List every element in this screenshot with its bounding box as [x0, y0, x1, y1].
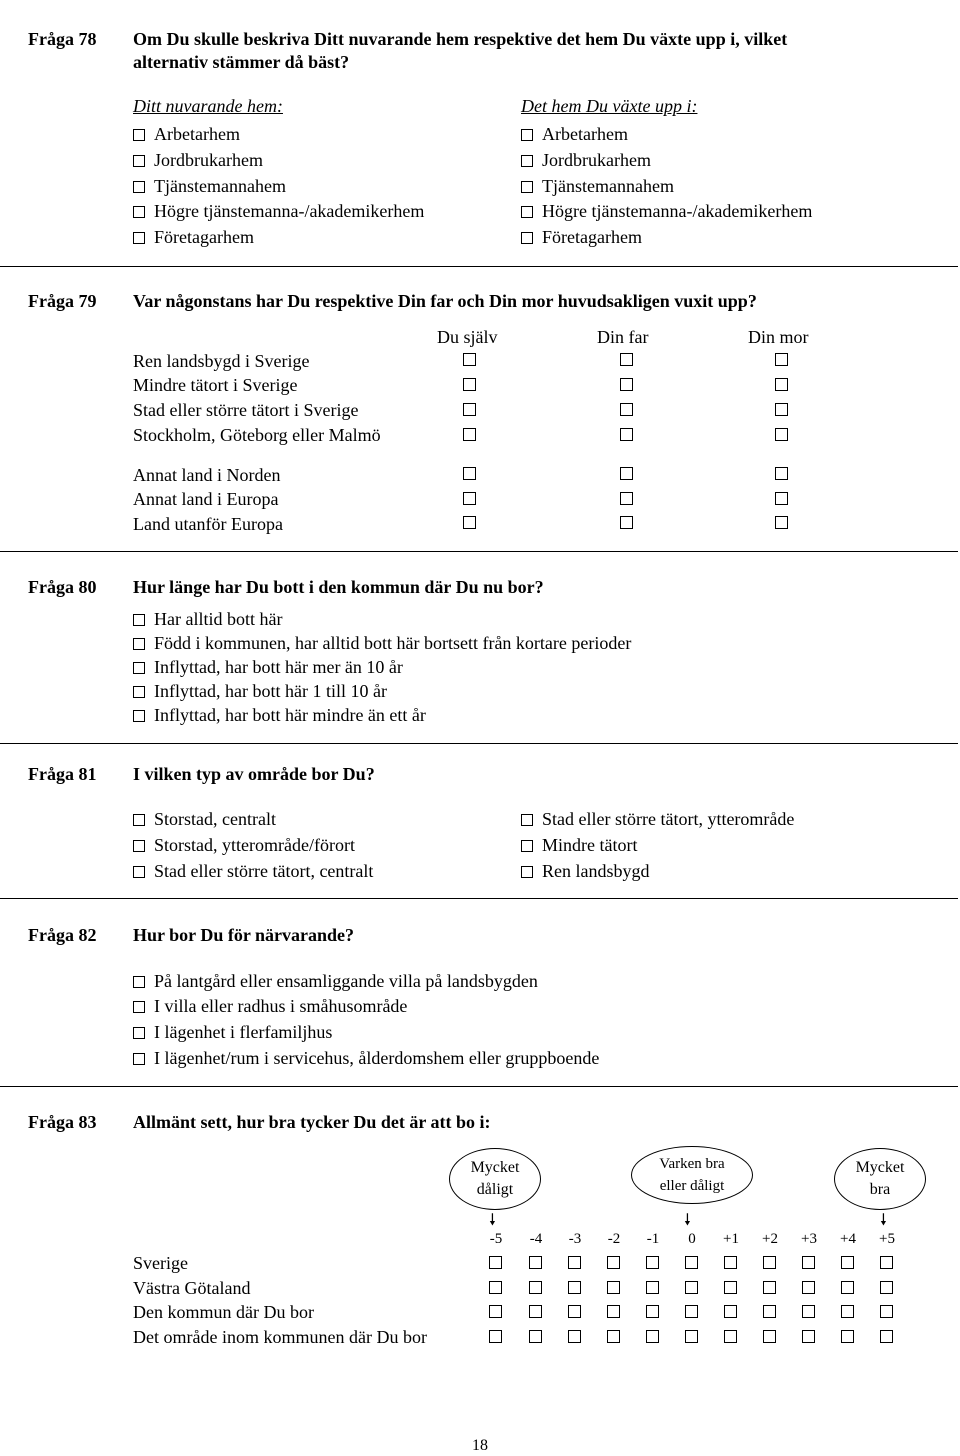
rating-checkbox[interactable]	[646, 1256, 659, 1269]
option-label: Mindre tätort	[542, 835, 638, 855]
section-divider	[0, 1086, 958, 1087]
column-header-father: Din far	[597, 327, 649, 347]
option-label: Stad eller större tätort, ytterområde	[542, 809, 795, 829]
checkbox[interactable]	[775, 467, 788, 480]
checkbox[interactable]	[463, 492, 476, 505]
option-label: På lantgård eller ensamliggande villa på landsbygden	[154, 971, 538, 991]
row-label: Stockholm, Göteborg eller Malmö	[133, 425, 381, 445]
rating-checkbox[interactable]	[607, 1330, 620, 1343]
checkbox[interactable]	[133, 866, 145, 878]
section-divider	[0, 551, 958, 552]
residence-duration-option[interactable]	[133, 681, 387, 702]
checkbox[interactable]	[133, 814, 145, 826]
rating-checkbox[interactable]	[646, 1305, 659, 1318]
current-home-option[interactable]	[133, 150, 263, 171]
arrow-down-icon: 🠗	[489, 1210, 496, 1229]
checkbox[interactable]	[133, 181, 145, 193]
rating-checkbox[interactable]	[802, 1281, 815, 1294]
option-label: Inflyttad, har bott här 1 till 10 år	[154, 681, 387, 701]
checkbox[interactable]	[133, 1053, 145, 1065]
checkbox[interactable]	[775, 353, 788, 366]
rating-checkbox[interactable]	[568, 1305, 581, 1318]
option-label: Högre tjänstemanna-/akademikerhem	[154, 201, 425, 221]
row-label: Mindre tätort i Sverige	[133, 375, 298, 395]
residence-duration-option[interactable]	[133, 609, 282, 630]
rating-checkbox[interactable]	[568, 1256, 581, 1269]
current-home-option[interactable]	[133, 176, 286, 197]
housing-option[interactable]	[133, 1048, 599, 1069]
rating-checkbox[interactable]	[529, 1256, 542, 1269]
checkbox[interactable]	[775, 516, 788, 529]
current-home-option[interactable]	[133, 124, 240, 145]
checkbox[interactable]	[463, 516, 476, 529]
childhood-home-option[interactable]	[521, 201, 812, 222]
anchor-text: Varken bra	[659, 1156, 725, 1172]
option-label: Född i kommunen, har alltid bott här bortsett från kortare perioder	[154, 633, 632, 653]
question-text-83: Allmänt sett, hur bra tycker Du det är att bo i:	[133, 1112, 491, 1132]
rating-checkbox[interactable]	[763, 1281, 776, 1294]
scale-label: -4	[529, 1231, 543, 1247]
checkbox[interactable]	[133, 840, 145, 852]
childhood-home-option[interactable]	[521, 124, 628, 145]
arrow-down-icon: 🠗	[684, 1210, 691, 1229]
row-label: Annat land i Europa	[133, 489, 279, 509]
option-label: Arbetarhem	[542, 124, 628, 144]
checkbox[interactable]	[133, 638, 145, 650]
option-label: Jordbrukarhem	[154, 150, 263, 170]
checkbox[interactable]	[521, 840, 533, 852]
rating-checkbox[interactable]	[529, 1330, 542, 1343]
housing-option[interactable]	[133, 996, 407, 1017]
option-label: I villa eller radhus i småhusområde	[154, 996, 408, 1016]
scale-label: -3	[568, 1231, 582, 1247]
checkbox[interactable]	[620, 378, 633, 391]
checkbox[interactable]	[521, 814, 533, 826]
row-label: Ren landsbygd i Sverige	[133, 351, 310, 371]
question-number-83: Fråga 83	[28, 1112, 97, 1132]
rating-checkbox[interactable]	[724, 1256, 737, 1269]
checkbox[interactable]	[463, 353, 476, 366]
page-number: 18	[472, 1437, 488, 1454]
scale-label: +3	[801, 1231, 817, 1247]
anchor-text: Mycket	[855, 1159, 905, 1176]
checkbox[interactable]	[463, 378, 476, 391]
row-label: Land utanför Europa	[133, 514, 283, 534]
rating-checkbox[interactable]	[724, 1281, 737, 1294]
section-divider	[0, 743, 958, 744]
option-label: Storstad, centralt	[154, 809, 276, 829]
scale-label: +4	[840, 1231, 856, 1247]
rating-checkbox[interactable]	[568, 1281, 581, 1294]
current-home-option[interactable]	[133, 201, 424, 222]
rating-checkbox[interactable]	[529, 1305, 542, 1318]
childhood-home-option[interactable]	[521, 150, 651, 171]
rating-checkbox[interactable]	[489, 1281, 502, 1294]
checkbox[interactable]	[133, 155, 145, 167]
area-type-option[interactable]	[521, 835, 637, 856]
option-label: Företagarhem	[154, 227, 254, 247]
anchor-text: bra	[869, 1181, 891, 1198]
option-label: Högre tjänstemanna-/akademikerhem	[542, 201, 813, 221]
scale-label: 0	[688, 1231, 696, 1247]
rating-checkbox[interactable]	[646, 1330, 659, 1343]
checkbox[interactable]	[133, 1027, 145, 1039]
rating-row-label: Den kommun där Du bor	[133, 1302, 314, 1322]
option-label: Tjänstemannahem	[154, 176, 286, 196]
rating-checkbox[interactable]	[489, 1330, 502, 1343]
rating-checkbox[interactable]	[685, 1305, 698, 1318]
question-text-78-line1: Om Du skulle beskriva Ditt nuvarande hem respektive det hem Du växte upp i, vilket	[133, 29, 788, 49]
rating-checkbox[interactable]	[880, 1281, 893, 1294]
scale-anchor-neutral	[631, 1146, 753, 1204]
childhood-home-option[interactable]	[521, 176, 674, 197]
question-text-80: Hur länge har Du bott i den kommun där Du nu bor?	[133, 577, 544, 597]
checkbox[interactable]	[463, 403, 476, 416]
option-label: Arbetarhem	[154, 124, 240, 144]
option-label: Har alltid bott här	[154, 609, 283, 629]
checkbox[interactable]	[133, 614, 145, 626]
rating-checkbox[interactable]	[880, 1256, 893, 1269]
checkbox[interactable]	[133, 206, 145, 218]
rating-checkbox[interactable]	[724, 1330, 737, 1343]
checkbox[interactable]	[521, 129, 533, 141]
option-label: Ren landsbygd	[542, 861, 650, 881]
scale-label: -5	[489, 1231, 503, 1247]
area-type-option[interactable]	[133, 835, 355, 856]
column-header-self: Du själv	[437, 327, 498, 347]
rating-checkbox[interactable]	[489, 1305, 502, 1318]
current-home-option[interactable]	[133, 227, 254, 248]
option-label: Företagarhem	[542, 227, 642, 247]
rating-checkbox[interactable]	[646, 1281, 659, 1294]
question-text-81: I vilken typ av område bor Du?	[133, 764, 375, 784]
checkbox[interactable]	[775, 403, 788, 416]
option-label: I lägenhet/rum i servicehus, ålderdomshem eller gruppboende	[154, 1048, 600, 1068]
scale-anchor-very-good	[834, 1148, 926, 1210]
rating-checkbox[interactable]	[763, 1256, 776, 1269]
rating-checkbox[interactable]	[802, 1256, 815, 1269]
checkbox[interactable]	[133, 1001, 145, 1013]
rating-checkbox[interactable]	[880, 1330, 893, 1343]
checkbox[interactable]	[620, 403, 633, 416]
rating-row-label: Det område inom kommunen där Du bor	[133, 1327, 427, 1347]
checkbox[interactable]	[521, 206, 533, 218]
question-number-78: Fråga 78	[28, 29, 97, 49]
checkbox[interactable]	[620, 516, 633, 529]
option-label: Storstad, ytterområde/förort	[154, 835, 355, 855]
checkbox[interactable]	[133, 129, 145, 141]
residence-duration-option[interactable]	[133, 633, 631, 654]
checkbox[interactable]	[620, 467, 633, 480]
checkbox[interactable]	[620, 353, 633, 366]
scale-anchor-very-bad	[449, 1148, 541, 1210]
area-type-option[interactable]	[133, 861, 373, 882]
scale-label: +1	[723, 1231, 739, 1247]
housing-option[interactable]	[133, 971, 538, 992]
checkbox[interactable]	[133, 710, 145, 722]
housing-option[interactable]	[133, 1022, 332, 1043]
rating-checkbox[interactable]	[529, 1281, 542, 1294]
checkbox[interactable]	[620, 492, 633, 505]
checkbox[interactable]	[521, 181, 533, 193]
rating-checkbox[interactable]	[763, 1305, 776, 1318]
checkbox[interactable]	[133, 662, 145, 674]
rating-checkbox[interactable]	[685, 1330, 698, 1343]
option-label: Inflyttad, har bott här mer än 10 år	[154, 657, 403, 677]
checkbox[interactable]	[133, 686, 145, 698]
checkbox[interactable]	[775, 378, 788, 391]
question-number-79: Fråga 79	[28, 291, 97, 311]
section-divider	[0, 898, 958, 899]
residence-duration-option[interactable]	[133, 705, 426, 726]
option-label: Inflyttad, har bott här mindre än ett år	[154, 705, 426, 725]
section-divider	[0, 266, 958, 267]
question-number-80: Fråga 80	[28, 577, 97, 597]
question-text-79: Var någonstans har Du respektive Din far och Din mor huvudsakligen vuxit upp?	[133, 291, 757, 311]
rating-checkbox[interactable]	[841, 1330, 854, 1343]
question-text-82: Hur bor Du för närvarande?	[133, 925, 355, 945]
current-home-heading: Ditt nuvarande hem:	[133, 96, 283, 116]
checkbox[interactable]	[463, 428, 476, 441]
question-number-82: Fråga 82	[28, 925, 97, 945]
anchor-text: eller dåligt	[659, 1178, 725, 1194]
rating-checkbox[interactable]	[802, 1305, 815, 1318]
rating-checkbox[interactable]	[607, 1281, 620, 1294]
option-label: Tjänstemannahem	[542, 176, 674, 196]
checkbox[interactable]	[775, 428, 788, 441]
rating-checkbox[interactable]	[802, 1330, 815, 1343]
column-header-mother: Din mor	[748, 327, 809, 347]
rating-checkbox[interactable]	[841, 1256, 854, 1269]
option-label: Stad eller större tätort, centralt	[154, 861, 374, 881]
rating-checkbox[interactable]	[607, 1305, 620, 1318]
residence-duration-option[interactable]	[133, 657, 403, 678]
area-type-option[interactable]	[133, 809, 276, 830]
scale-label: +5	[879, 1231, 895, 1247]
option-label: I lägenhet i flerfamiljhus	[154, 1022, 333, 1042]
anchor-text: dåligt	[476, 1181, 514, 1198]
area-type-option[interactable]	[521, 809, 794, 830]
scale-label: -1	[646, 1231, 660, 1247]
childhood-home-heading: Det hem Du växte upp i:	[521, 96, 698, 116]
rating-row-label: Västra Götaland	[133, 1278, 251, 1298]
rating-checkbox[interactable]	[841, 1281, 854, 1294]
rating-checkbox[interactable]	[568, 1330, 581, 1343]
rating-checkbox[interactable]	[685, 1256, 698, 1269]
checkbox[interactable]	[521, 155, 533, 167]
rating-checkbox[interactable]	[724, 1305, 737, 1318]
childhood-home-option[interactable]	[521, 227, 642, 248]
checkbox[interactable]	[133, 976, 145, 988]
rating-checkbox[interactable]	[489, 1256, 502, 1269]
checkbox[interactable]	[521, 232, 533, 244]
rating-row-label: Sverige	[133, 1253, 188, 1273]
anchor-text: Mycket	[470, 1159, 520, 1176]
rating-checkbox[interactable]	[880, 1305, 893, 1318]
row-label: Stad eller större tätort i Sverige	[133, 400, 359, 420]
arrow-down-icon: 🠗	[880, 1210, 887, 1229]
option-label: Jordbrukarhem	[542, 150, 651, 170]
row-label: Annat land i Norden	[133, 465, 281, 485]
checkbox[interactable]	[620, 428, 633, 441]
rating-checkbox[interactable]	[685, 1281, 698, 1294]
scale-label: +2	[762, 1231, 778, 1247]
scale-label: -2	[607, 1231, 621, 1247]
checkbox[interactable]	[463, 467, 476, 480]
checkbox[interactable]	[775, 492, 788, 505]
question-text-78-line2: alternativ stämmer då bäst?	[133, 52, 350, 72]
checkbox[interactable]	[521, 866, 533, 878]
checkbox[interactable]	[133, 232, 145, 244]
area-type-option[interactable]	[521, 861, 650, 882]
rating-checkbox[interactable]	[841, 1305, 854, 1318]
question-number-81: Fråga 81	[28, 764, 97, 784]
rating-checkbox[interactable]	[607, 1256, 620, 1269]
rating-checkbox[interactable]	[763, 1330, 776, 1343]
